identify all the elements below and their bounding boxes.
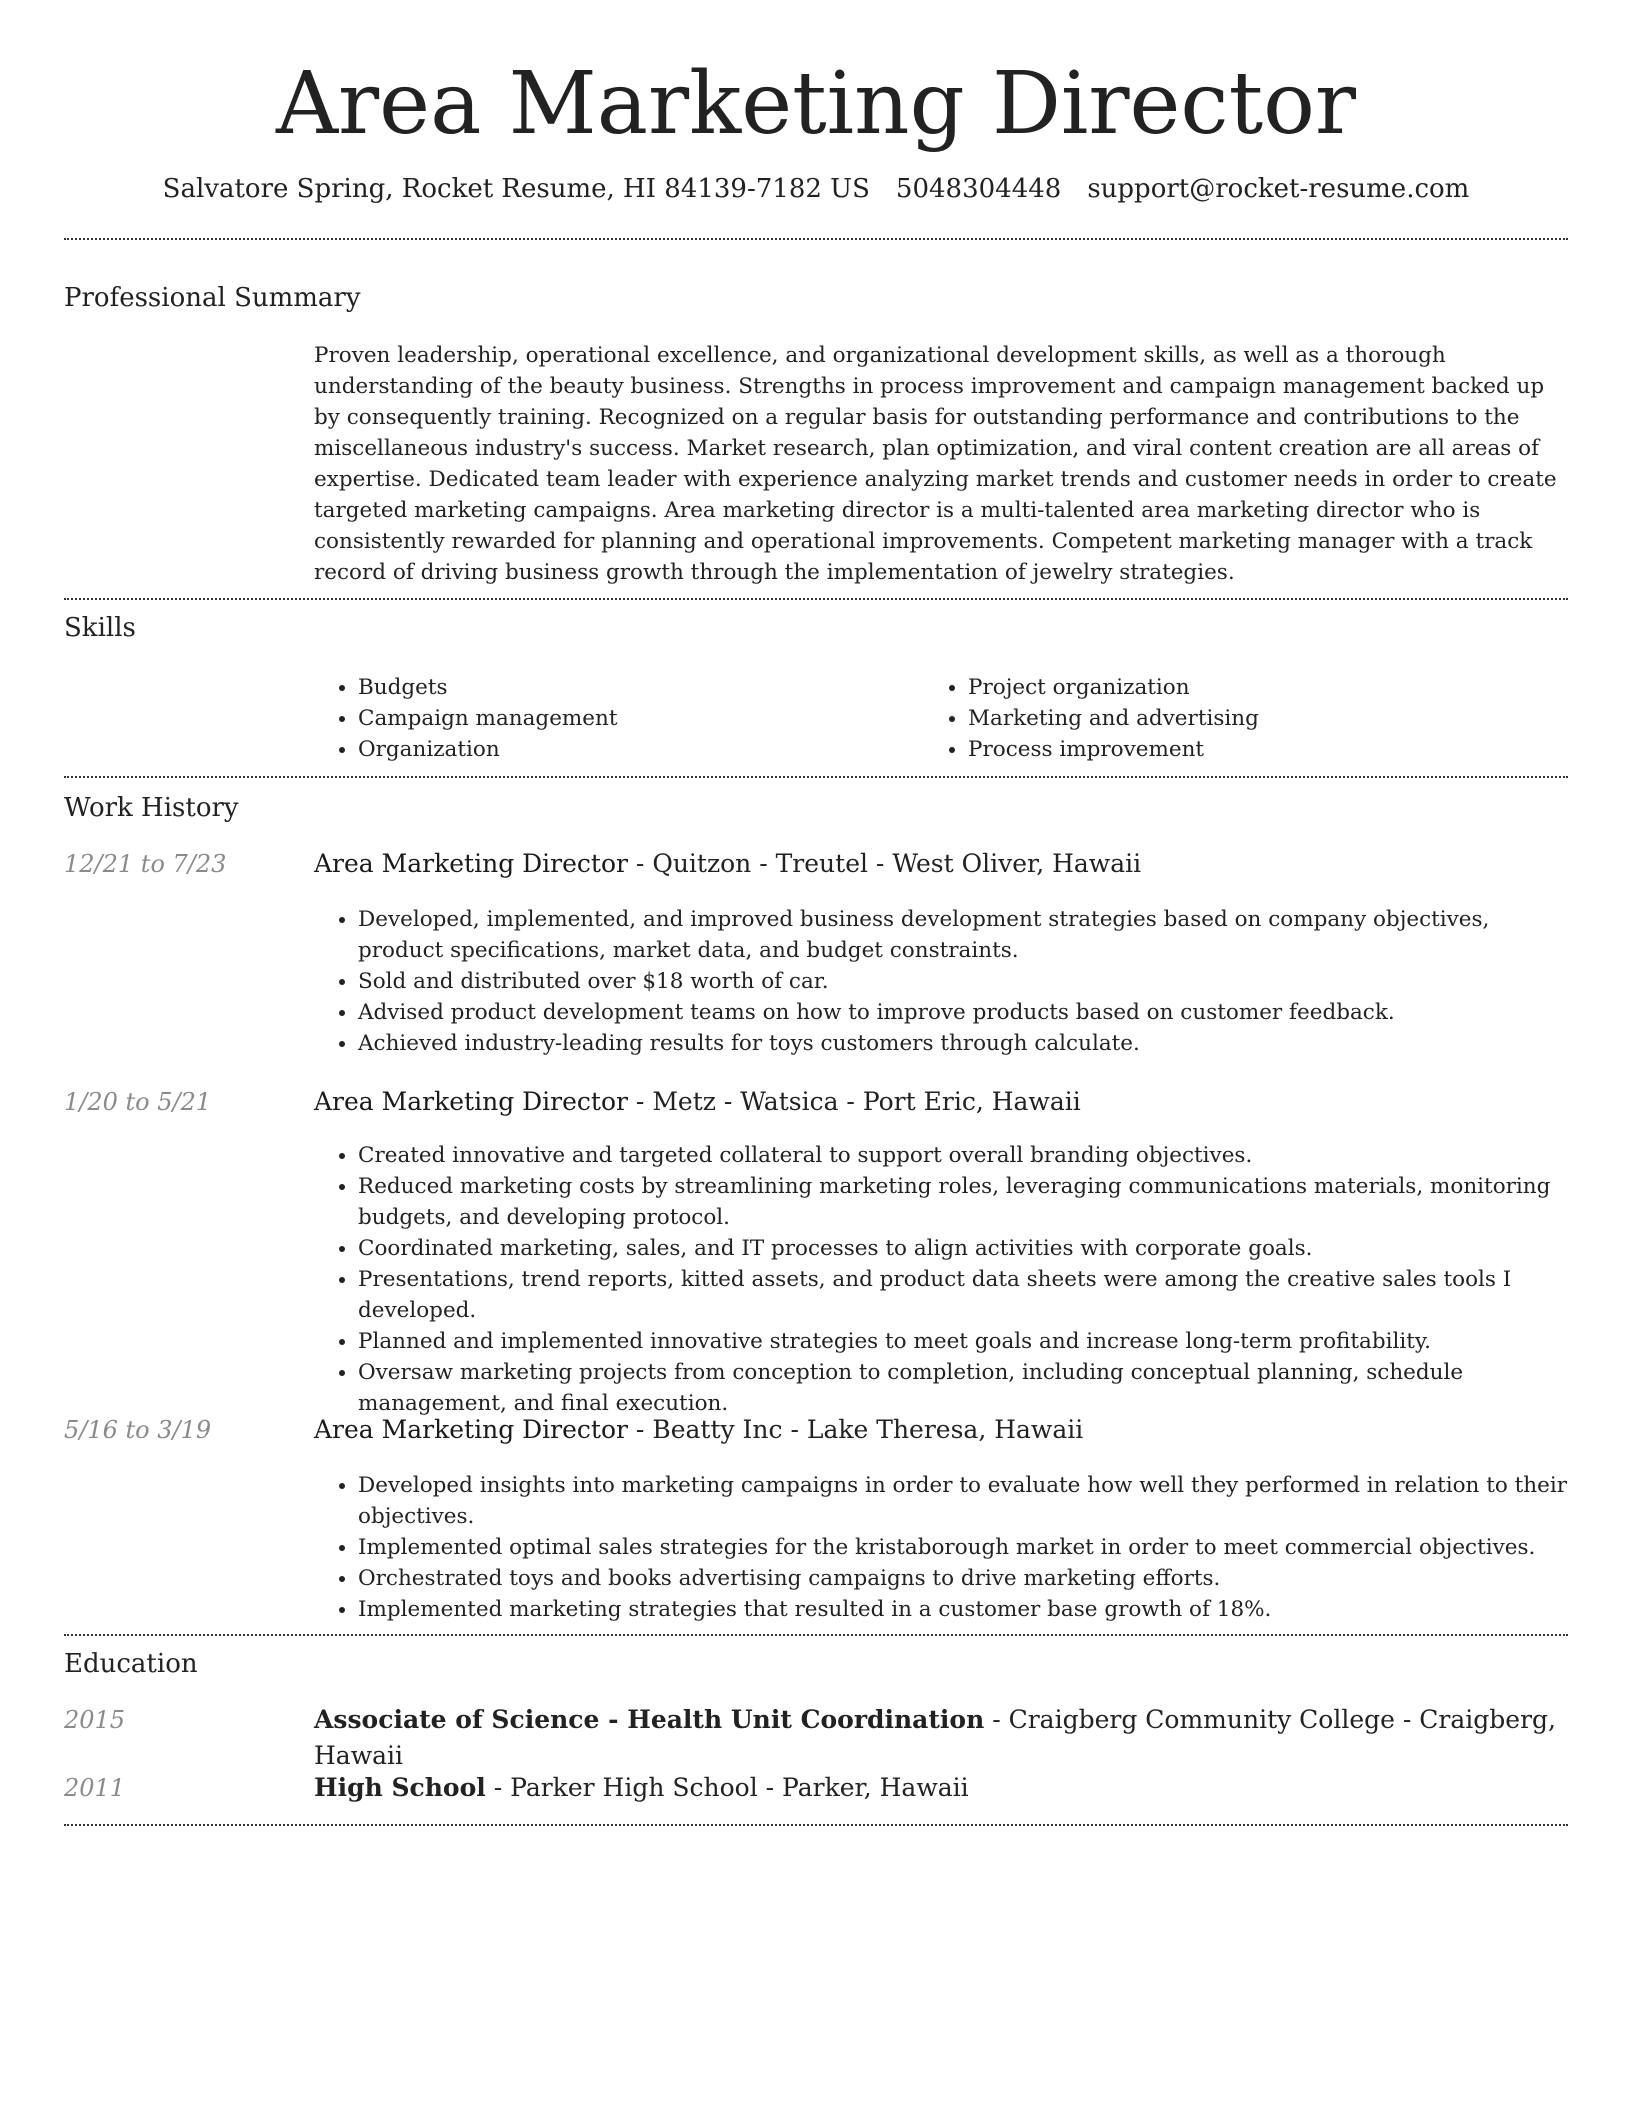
education-details: - Craigberg Community College - Craigberg, Hawaii (314, 1705, 1556, 1770)
contact-email: support@rocket-resume.com (1087, 174, 1470, 204)
skills-heading: Skills (64, 613, 136, 643)
summary-text: Proven leadership, operational excellence, and organizational development skills, as well as a thorough understanding of the beauty business. Strengths in process improvement and campaign management backed up by consequently training. Recognized on a regular basis for outstanding performance and contributions to the miscellaneous industry's success. Market research, plan optimization, and viral content creation are all areas of expertise. Dedicated team leader with experience analyzing market trends and customer needs in order to create targeted marketing campaigns. Area marketing director is a multi-talented area marketing director who is consistently rewarded for planning and operational improvements. Competent marketing manager with a track record of driving business growth through the implementation of jewelry strategies. (314, 343, 1557, 585)
job-details: - Metz - Watsica - Port Eric, Hawaii (627, 1087, 1081, 1116)
contact-phone: 5048304448 (895, 174, 1062, 204)
job-role: Area Marketing Director (314, 849, 628, 878)
education-details: - Parker High School - Parker, Hawaii (485, 1773, 969, 1802)
job-details: - Beatty Inc - Lake Theresa, Hawaii (627, 1415, 1084, 1444)
list-item: • Reduced marketing costs by streamlining marketing roles, leveraging communications materials, monitoring budgets, and developing protocol. (358, 1171, 1574, 1233)
job-title-line (314, 846, 1141, 882)
job-title-line (314, 1412, 1083, 1448)
list-item: • Oversaw marketing projects from conception to completion, including conceptual planning, schedule management, and final execution. (358, 1357, 1574, 1419)
divider (64, 1634, 1568, 1636)
skill-item: • Budgets (358, 672, 914, 703)
job-bullets (314, 1470, 1574, 1625)
contact-address: Salvatore Spring, Rocket Resume, HI 84139-7182 US (162, 174, 870, 204)
list-item: • Sold and distributed over $18 worth of car. (358, 966, 1574, 997)
education-heading: Education (64, 1649, 198, 1679)
list-item: • Achieved industry-leading results for toys customers through calculate. (358, 1028, 1574, 1059)
job-bullets (314, 1140, 1574, 1419)
contact-line (0, 170, 1632, 208)
job-dates: 5/16 to 3/19 (64, 1416, 212, 1444)
resume-title: Area Marketing Director (275, 54, 1357, 154)
job-role: Area Marketing Director (314, 1415, 628, 1444)
education-degree: Associate of Science - Health Unit Coordination (314, 1705, 985, 1734)
list-item: • Planned and implemented innovative strategies to meet goals and increase long-term profitability. (358, 1326, 1574, 1357)
skills-column-right (924, 672, 1524, 765)
education-entry (314, 1702, 1632, 1774)
job-role: Area Marketing Director (314, 1087, 628, 1116)
education-year: 2011 (64, 1774, 126, 1802)
divider (64, 1824, 1568, 1826)
education-entry (314, 1770, 969, 1806)
job-dates: 1/20 to 5/21 (64, 1088, 212, 1116)
list-item: • Coordinated marketing, sales, and IT processes to align activities with corporate goals. (358, 1233, 1574, 1264)
education-year: 2015 (64, 1706, 126, 1734)
skill-item: • Campaign management (358, 703, 914, 734)
skills-column-left (314, 672, 914, 765)
list-item: • Implemented marketing strategies that resulted in a customer base growth of 18%. (358, 1594, 1574, 1625)
work-heading: Work History (64, 793, 239, 823)
job-bullets (314, 904, 1574, 1059)
skill-item: • Process improvement (968, 734, 1524, 765)
list-item: • Advised product development teams on how to improve products based on customer feedback. (358, 997, 1574, 1028)
divider (64, 776, 1568, 778)
divider (64, 598, 1568, 600)
skill-item: • Project organization (968, 672, 1524, 703)
summary-heading: Professional Summary (64, 283, 361, 313)
skill-item: • Marketing and advertising (968, 703, 1524, 734)
list-item: • Presentations, trend reports, kitted assets, and product data sheets were among the creative sales tools I developed. (358, 1264, 1574, 1326)
education-degree: High School (314, 1773, 486, 1802)
job-details: - Quitzon - Treutel - West Oliver, Hawaii (627, 849, 1142, 878)
list-item: • Orchestrated toys and books advertising campaigns to drive marketing efforts. (358, 1563, 1574, 1594)
skill-item: • Organization (358, 734, 914, 765)
list-item: • Created innovative and targeted collateral to support overall branding objectives. (358, 1140, 1574, 1171)
job-dates: 12/21 to 7/23 (64, 850, 227, 878)
job-title-line (314, 1084, 1081, 1120)
list-item: • Implemented optimal sales strategies for the kristaborough market in order to meet commercial objectives. (358, 1532, 1574, 1563)
list-item: • Developed insights into marketing campaigns in order to evaluate how well they performed in relation to their objectives. (358, 1470, 1574, 1532)
list-item: • Developed, implemented, and improved business development strategies based on company objectives, product specifications, market data, and budget constraints. (358, 904, 1574, 966)
divider (64, 238, 1568, 240)
